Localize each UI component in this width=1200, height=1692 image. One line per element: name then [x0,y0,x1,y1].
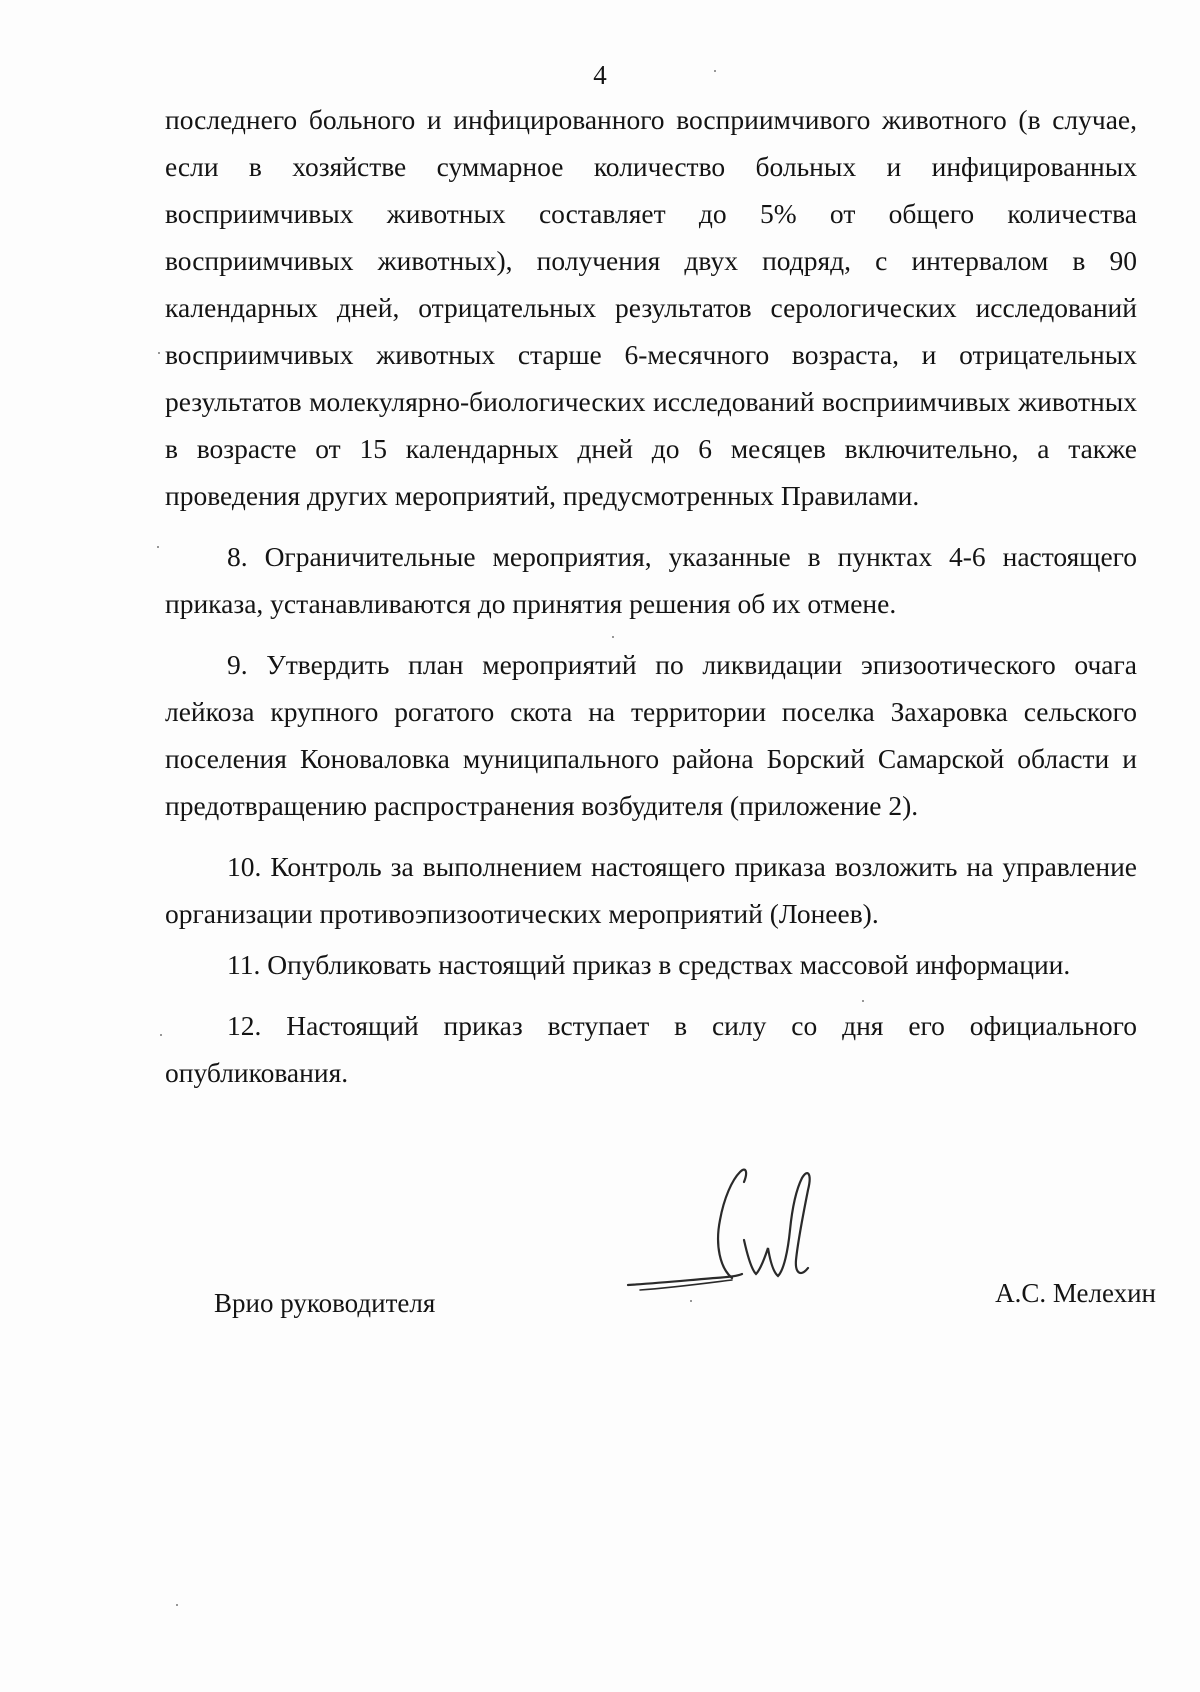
paragraph-item-9: 9. Утвердить план мероприятий по ликвидации эпизоотического очага лейкоза крупного рогатого скота на территории поселка Захаровка сельского поселения Коноваловка муниципального района Борский Самарской области и предотвращению распространения возбудителя (приложение 2). [165,649,1137,821]
scan-speck [612,636,614,638]
paragraph-item-10: 10. Контроль за выполнением настоящего приказа возложить на управление организации противоэпизоотических мероприятий (Лонеев). [165,851,1137,929]
scan-speck [862,1000,864,1002]
scan-speck [160,1034,162,1036]
page-number: 4 [593,60,607,90]
scan-speck [690,1300,692,1302]
document-body [165,96,1137,1096]
signatory-name: А.С. Мелехин [995,1278,1156,1308]
paragraph-item-11: 11. Опубликовать настоящий приказ в средствах массовой информации. [227,949,1071,980]
paragraph-continuation: последнего больного и инфицированного восприимчивого животного (в случае, если в хозяйстве суммарное количество больных и инфицированных восприимчивых животных составляет до 5% от общего количества восприимчивых животных), получения двух подряд, с интервалом в 90 календарных дней, отрицательных результатов серологических исследований восприимчивых животных старше 6-месячного возраста, и отрицательных результатов молекулярно-биологических исследований восприимчивых животных в возрасте от 15 календарных дней до 6 месяцев включительно, а также проведения других мероприятий, предусмотренных Правилами. [165,104,1137,511]
scan-speck [176,1604,178,1606]
scan-speck [714,70,716,72]
scan-speck [157,546,159,548]
signature-row [0,1278,1200,1338]
scan-speck [158,352,160,354]
signatory-position: Врио руководителя [214,1288,436,1318]
paragraph-item-8: 8. Ограничительные мероприятия, указанные в пунктах 4-6 настоящего приказа, устанавливаются до принятия решения об их отмене. [165,541,1137,619]
paragraph-item-12: 12. Настоящий приказ вступает в силу со дня его официального опубликования. [165,1010,1137,1088]
